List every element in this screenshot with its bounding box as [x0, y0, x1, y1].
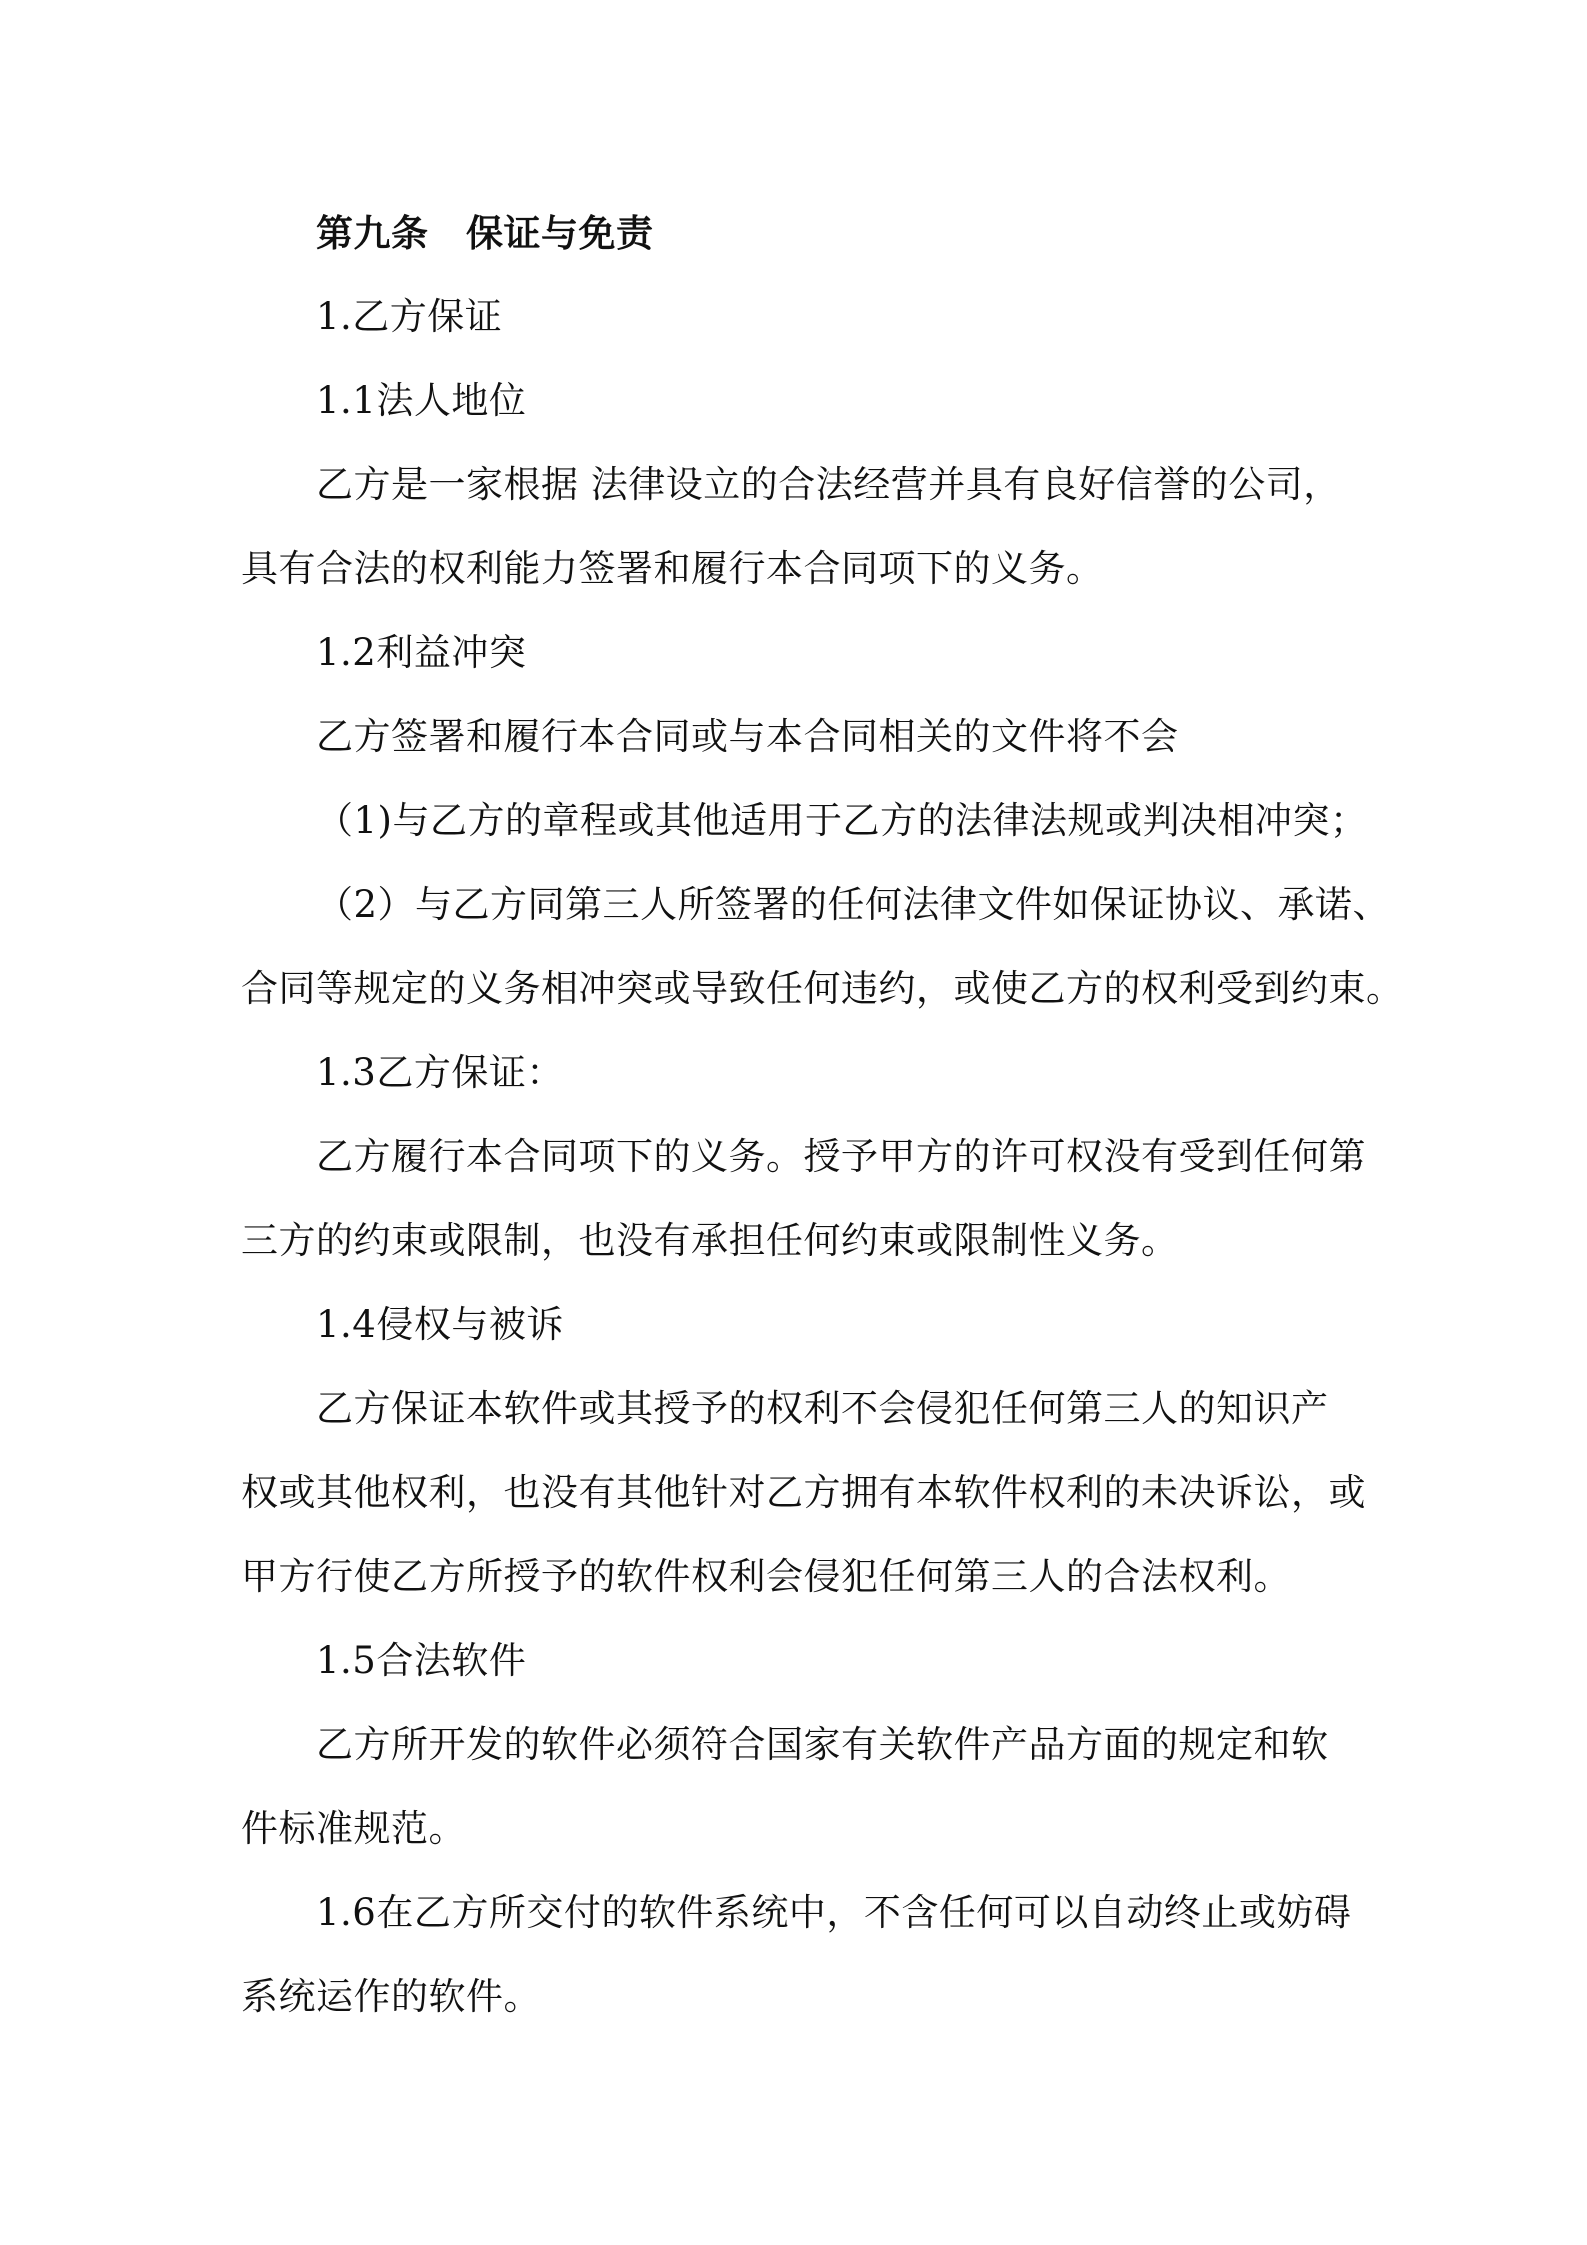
list-item-line: （1)与乙方的章程或其他适用于乙方的法律法规或判决相冲突；: [316, 799, 1368, 842]
clause-title: 1.2利益冲突: [316, 631, 527, 674]
paragraph-line: 乙方所开发的软件必须符合国家有关软件产品方面的规定和软: [316, 1723, 1329, 1766]
clause-title: 1.1法人地位: [316, 379, 527, 422]
paragraph-line: 乙方履行本合同项下的义务。授予甲方的许可权没有受到任何第: [316, 1135, 1366, 1178]
document-body: [241, 208, 1404, 2056]
clause-title: 1.乙方保证: [316, 295, 503, 338]
paragraph-line: 件标准规范。: [241, 1807, 466, 1850]
section-heading: 第九条 保证与免责: [316, 211, 654, 255]
paragraph-line: 甲方行使乙方所授予的软件权利会侵犯任何第三人的合法权利。: [241, 1555, 1291, 1598]
clause-title: 1.3乙方保证：: [316, 1051, 564, 1094]
paragraph-line: 系统运作的软件。: [241, 1975, 541, 2018]
clause-title: 1.4侵权与被诉: [316, 1303, 564, 1346]
paragraph-line: 三方的约束或限制，也没有承担任何约束或限制性义务。: [241, 1219, 1179, 1262]
paragraph-line: 乙方是一家根据 法律设立的合法经营并具有良好信誉的公司，: [316, 463, 1341, 506]
paragraph-line: 1.6在乙方所交付的软件系统中，不含任何可以自动终止或妨碍: [316, 1891, 1352, 1934]
paragraph-line: 乙方保证本软件或其授予的权利不会侵犯任何第三人的知识产: [316, 1387, 1329, 1430]
paragraph-line: 权或其他权利，也没有其他针对乙方拥有本软件权利的未决诉讼，或: [241, 1471, 1366, 1514]
paragraph-line: 乙方签署和履行本合同或与本合同相关的文件将不会: [316, 715, 1179, 758]
clause-title: 1.5合法软件: [316, 1639, 527, 1682]
paragraph-line: 具有合法的权利能力签署和履行本合同项下的义务。: [241, 547, 1104, 590]
paragraph-line: 合同等规定的义务相冲突或导致任何违约，或使乙方的权利受到约束。: [241, 967, 1404, 1010]
list-item-line: （2）与乙方同第三人所签署的任何法律文件如保证协议、承诺、: [316, 883, 1391, 926]
